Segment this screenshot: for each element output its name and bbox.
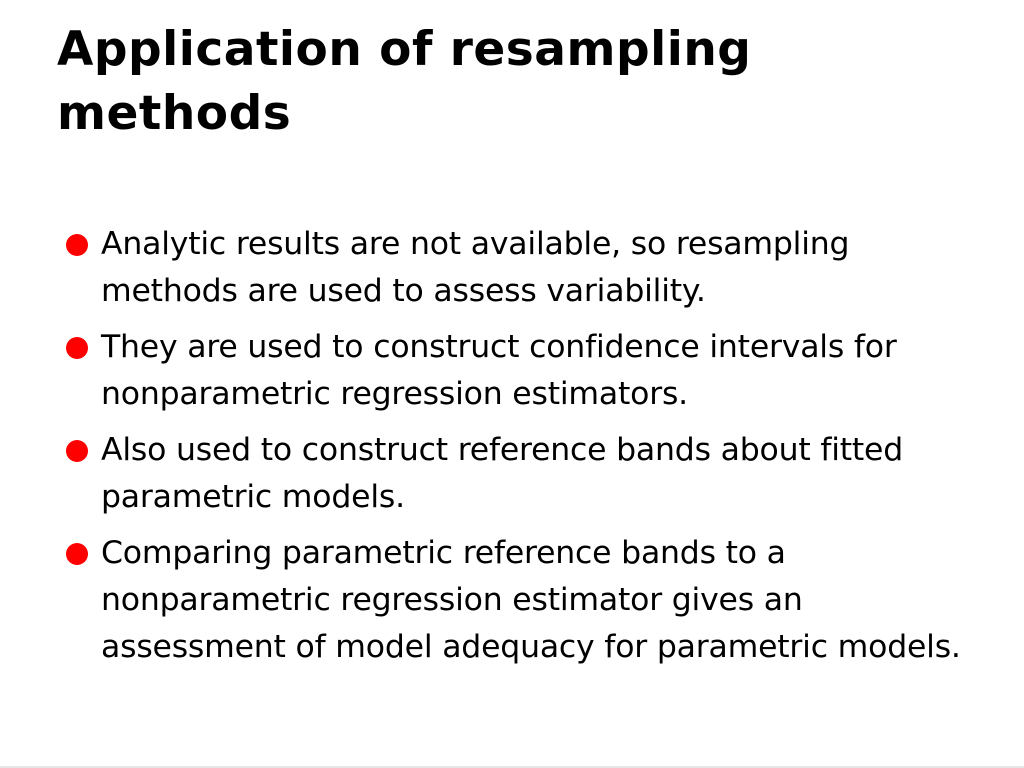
bullet-dot-icon [66, 440, 88, 462]
bullet-dot-icon [66, 234, 88, 256]
bullet-list [66, 221, 966, 680]
slide-title: Application of resampling methods [57, 22, 752, 141]
bullet-text: Also used to construct reference bands about fitted parametric models. [101, 432, 904, 515]
bullet-item [66, 427, 966, 521]
bullet-text: They are used to construct confidence intervals for nonparametric regression estimators. [101, 329, 897, 412]
bullet-item [66, 530, 966, 671]
bullet-item [66, 324, 966, 418]
bullet-item [66, 221, 966, 315]
bullet-text: Comparing parametric reference bands to a nonparametric regression estimator gives an assessment of model adequacy for parametric models. [101, 535, 961, 665]
bullet-dot-icon [66, 543, 88, 565]
bullet-text: Analytic results are not available, so resampling methods are used to assess variability. [101, 226, 850, 309]
bullet-dot-icon [66, 337, 88, 359]
